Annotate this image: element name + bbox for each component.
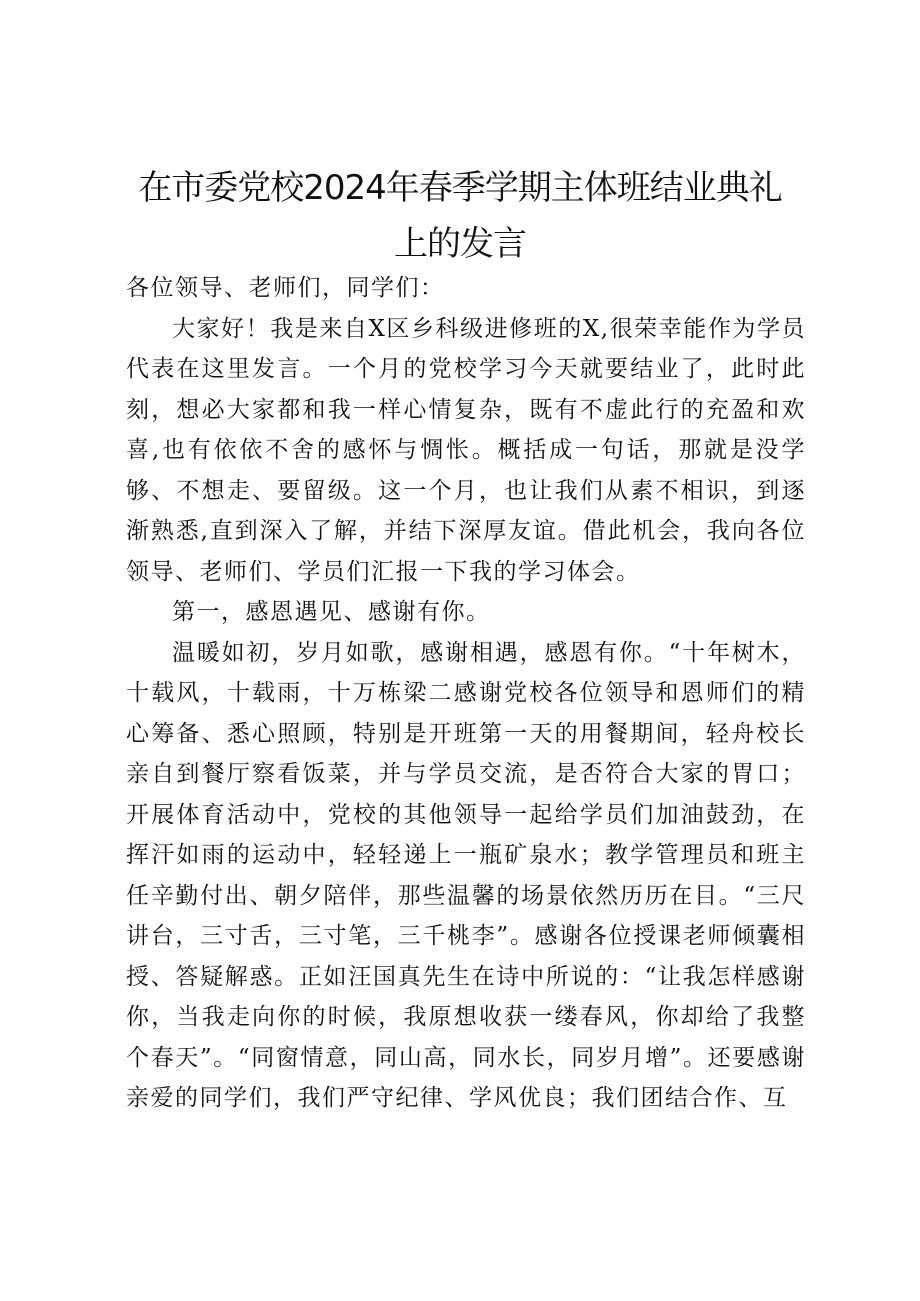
title-line-1: 在市委党校2024年春季学期主体班结业典礼 <box>138 168 782 208</box>
document-body <box>126 268 806 1119</box>
salutation: 各位领导、老师们，同学们： <box>126 275 445 301</box>
document-title <box>80 160 840 272</box>
paragraph-greeting: 大家好！我是来自X区乡科级进修班的X,很荣幸能作为学员代表在这里发言。一个月的党校学习今天就要结业了，此时此刻，想必大家都和我一样心情复杂，既有不虚此行的充盈和欢喜,也有依依不舍的感怀与惆怅。概括成一句话，那就是没学够、不想走、要留级。这一个月，也让我们从素不相识，到逐渐熟悉,直到深入了解，并结下深厚友谊。借此机会，我向各位领导、老师们、学员们汇报一下我的学习体会。 <box>126 315 806 585</box>
title-line-2: 上的发言 <box>394 224 526 264</box>
paragraph-gratitude: 温暖如初，岁月如歌，感谢相遇，感恩有你。“十年树木，十载风，十载雨，十万栋梁二感谢党校各位领导和恩师们的精心筹备、悉心照顾，特别是开班第一天的用餐期间，轻舟校长亲自到餐厅察看饭菜，并与学员交流，是否符合大家的胃口；开展体育活动中，党校的其他领导一起给学员们加油鼓劲，在挥汗如雨的运动中，轻轻递上一瓶矿泉水；教学管理员和班主任辛勤付出、朝夕陪伴，那些温馨的场景依然历历在目。“三尺讲台，三寸舌，三寸笔，三千桃李”。感谢各位授课老师倾囊相授、答疑解惑。正如汪国真先生在诗中所说的：“让我怎样感谢你，当我走向你的时候，我原想收获一缕春风，你却给了我整个春天”。“同窗情意，同山高，同水长，同岁月增”。还要感谢亲爱的同学们，我们严守纪律、学风优良；我们团结合作、互 <box>126 639 806 1111</box>
section-heading: 第一，感恩遇见、感谢有你。 <box>172 599 491 625</box>
